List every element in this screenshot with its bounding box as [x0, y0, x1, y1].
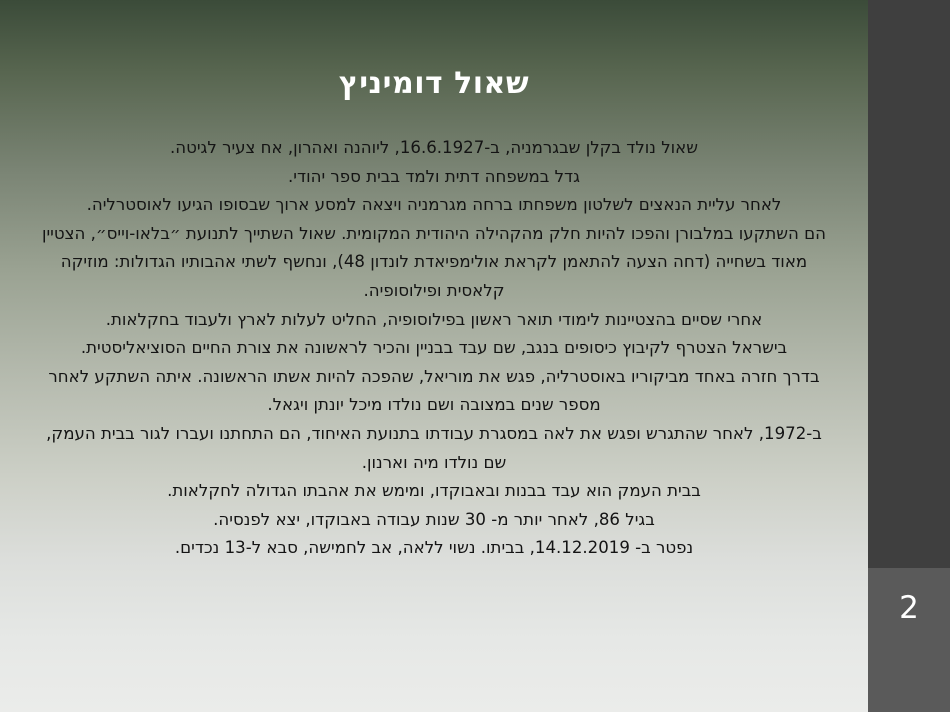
slide-body-text — [40, 134, 828, 563]
slide-number: 2 — [899, 590, 919, 626]
body-paragraph: לאחר עליית הנאצים לשלטון משפחתו ברחה מגרמניה ויצאה למסע ארוך שבסופו הגיעו לאוסטרליה. — [86, 195, 782, 215]
slide-title: שאול דומיניץ — [338, 66, 530, 101]
body-paragraph: בגיל 86, לאחר יותר מ- 30 שנות עבודה באבוקדו, יצא לפנסיה. — [213, 509, 655, 529]
body-paragraph: ב-1972, לאחר שהתגרש ופגש את לאה במסגרת עבודתו בתנועת האיחוד, הם התחתנו ועברו לגור בבית העמק, שם נולדו מיה וארנון. — [46, 423, 822, 472]
body-paragraph: בבית העמק הוא עבד בבנות ובאבוקדו, ומימש את אהבתו הגדולה לחקלאות. — [167, 481, 701, 501]
body-paragraph: הם השתקעו במלבורן והפכו להיות חלק מהקהילה היהודית המקומית. שאול השתייך לתנועת ״בלאו-וייס״, הצטיין מאוד בשחייה (דחה הצעה להתאמן לקראת אולימפיאדת לונדון 48), ונחשף לשתי אהבותיו הגדולות: מוזיקה קלאסית ופילוסופיה. — [41, 223, 827, 300]
body-paragraph: בדרך חזרה באחד מביקוריו באוסטרליה, פגש את מוריאל, שהפכה להיות אשתו הראשונה. איתה השתקע לאחר מספר שנים במצובה ושם נולדו מיכל יונתן ויגאל. — [48, 366, 820, 415]
body-paragraph: גדל במשפחה דתית ולמד בבית ספר יהודי. — [288, 166, 580, 186]
body-paragraph: נפטר ב- 14.12.2019, בביתו. נשוי ללאה, אב לחמישה, סבא ל-13 נכדים. — [174, 538, 694, 558]
body-paragraph: אחרי שסיים בהצטיינות לימודי תואר ראשון בפילוסופיה, החליט לעלות לארץ ולעבוד בחקלאות. — [105, 309, 763, 329]
body-paragraph: בישראל הצטרף לקיבוץ כיסופים בנגב, שם עבד בבניין והכיר לראשונה את צורת החיים הסוציאליסטית. — [80, 338, 788, 358]
body-paragraph: שאול נולד בקלן שבגרמניה, ב-16.6.1927, ליוהנה ואהרון, אח צעיר לגיטה. — [169, 138, 699, 157]
